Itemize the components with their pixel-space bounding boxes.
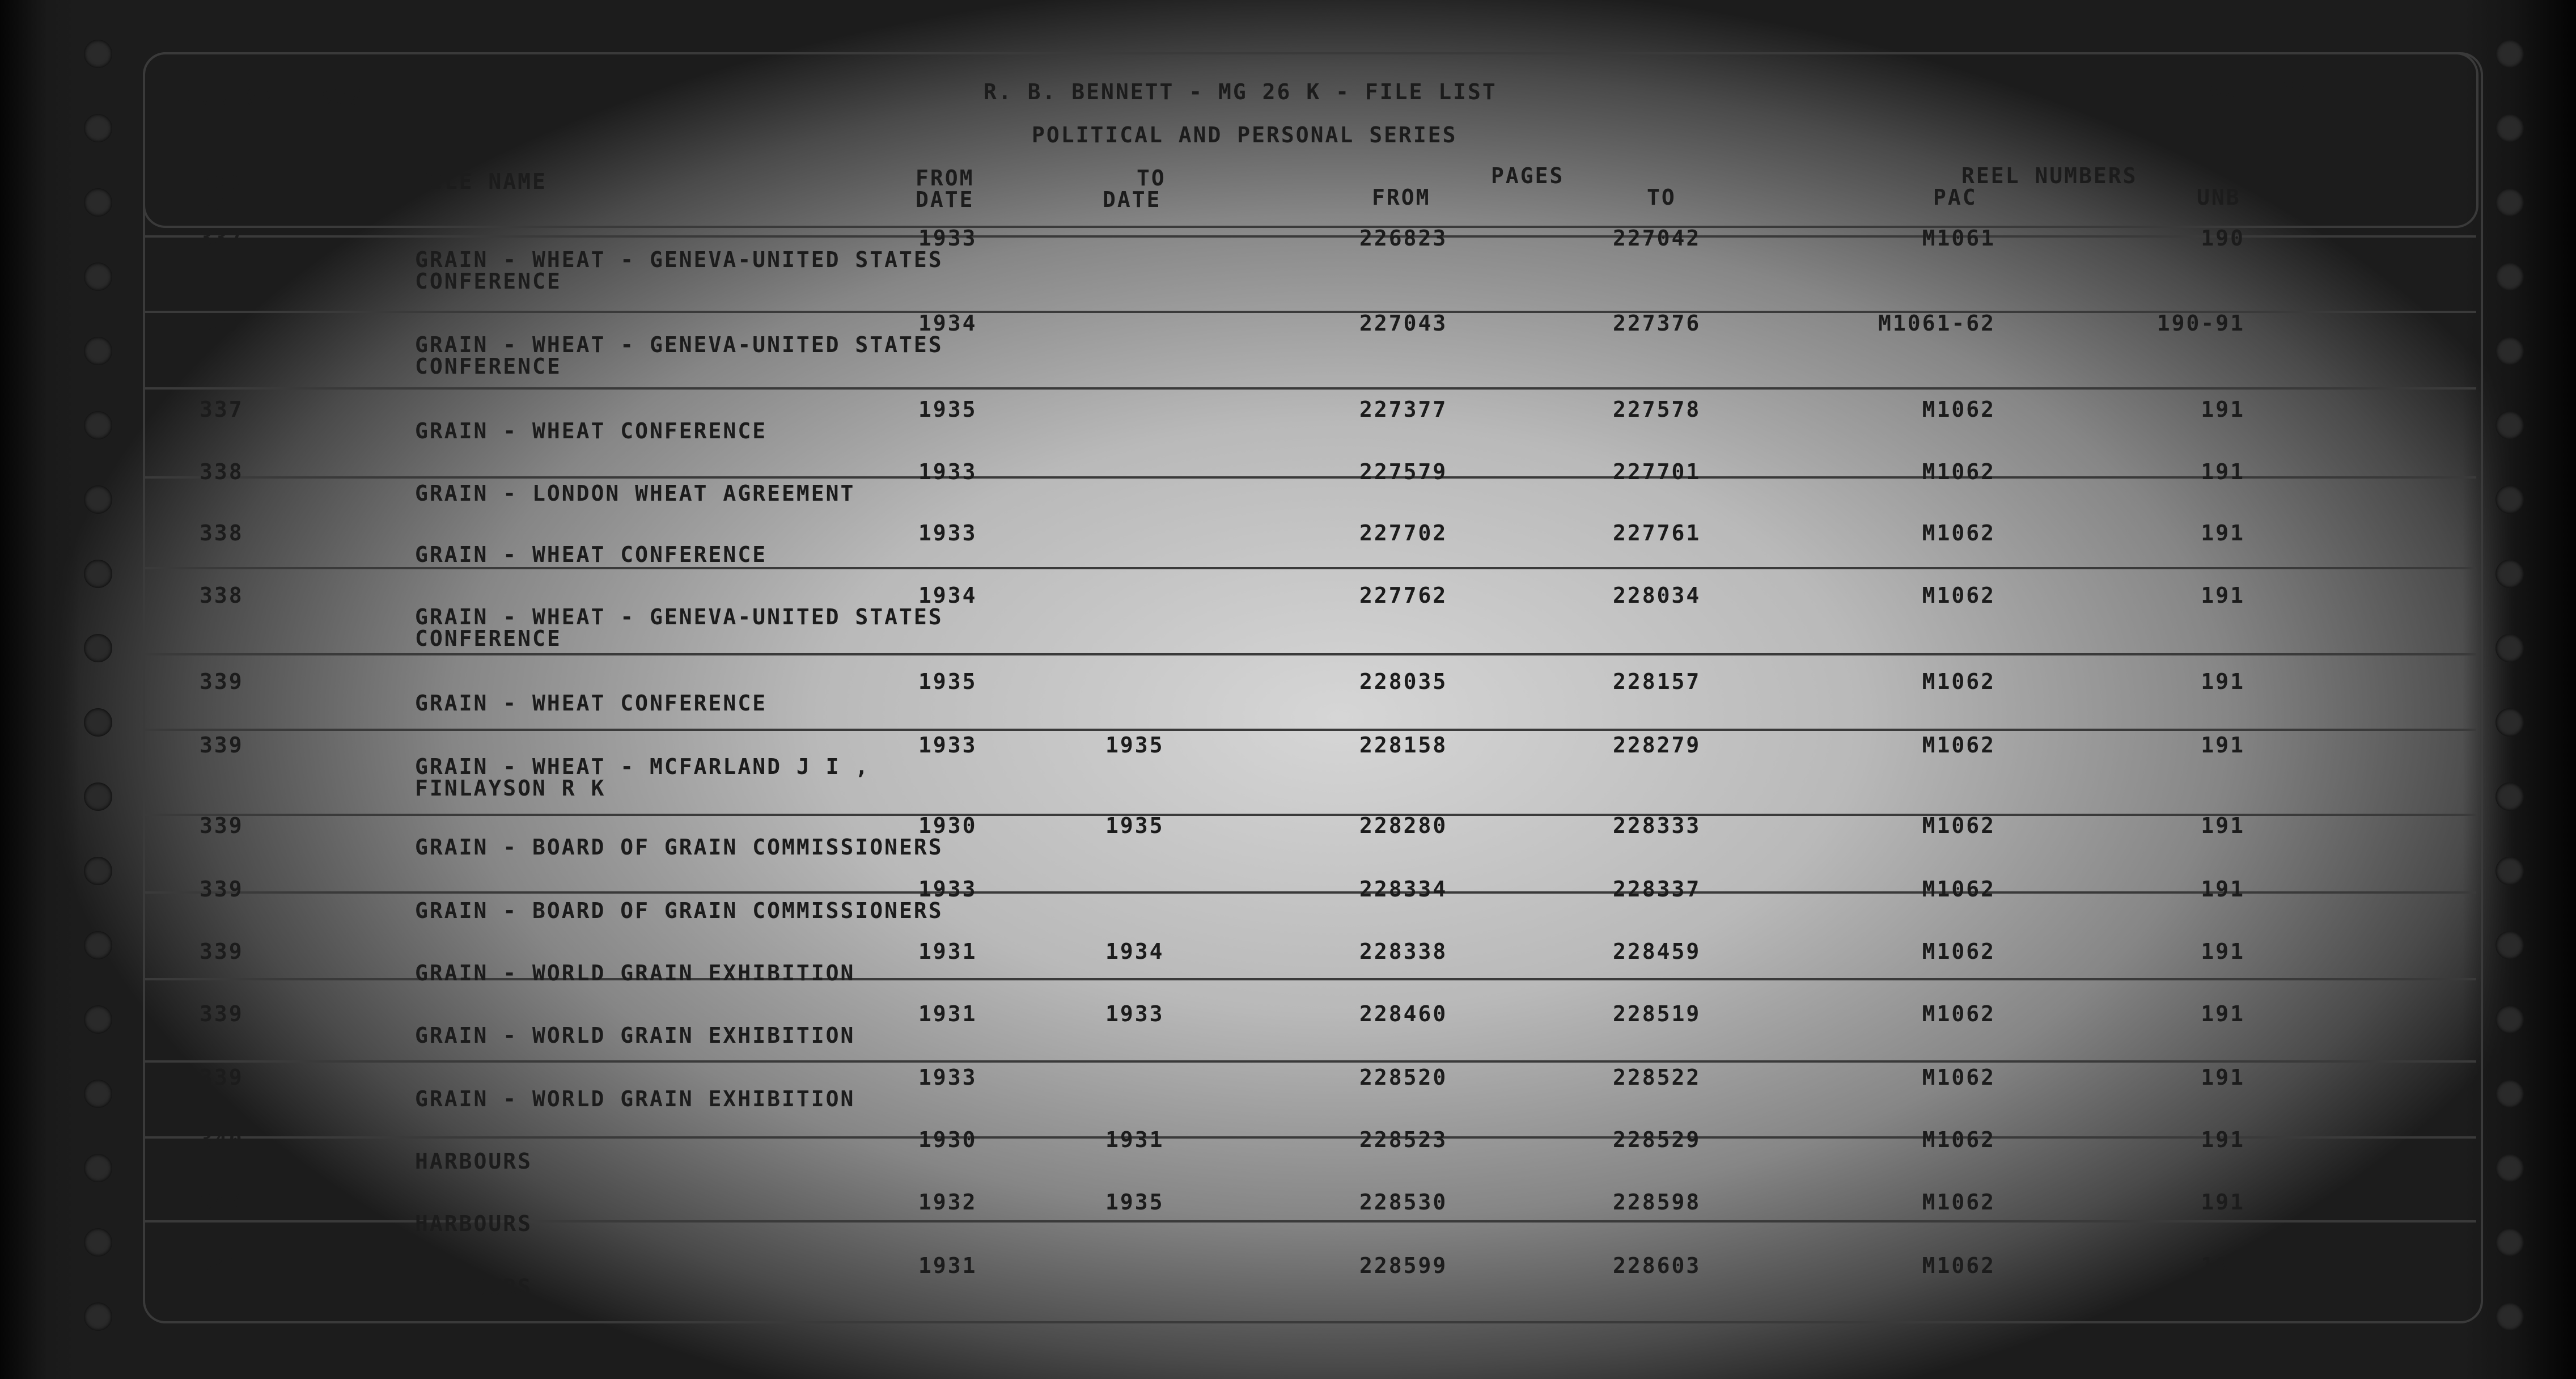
file-name: HARBOURS xyxy=(415,1211,533,1236)
from-date: 1933 xyxy=(918,877,977,902)
from-date: 1931 xyxy=(918,1253,977,1278)
sprocket-hole xyxy=(84,114,112,142)
box-number: 339 xyxy=(200,1001,244,1026)
reel-pac: M1062 xyxy=(1922,397,1995,422)
reel-pac: M1062 xyxy=(1922,669,1995,694)
reel-unb: 190-91 xyxy=(2156,311,2245,336)
box-number: 340 xyxy=(200,1253,244,1278)
reel-unb: 191 xyxy=(2201,521,2245,545)
box-number: 339 xyxy=(200,813,244,838)
sprocket-hole xyxy=(2496,485,2524,514)
file-name: GRAIN - WHEAT CONFERENCE xyxy=(415,418,768,443)
page-to: 227761 xyxy=(1613,521,1701,545)
reel-unb: 191 xyxy=(2201,1127,2245,1152)
to-date: 1935 xyxy=(1105,733,1164,758)
box-number: 337 xyxy=(200,397,244,422)
page-to: 227376 xyxy=(1613,311,1701,336)
reel-unb: 191 xyxy=(2201,397,2245,422)
file-name: GRAIN - WHEAT - GENEVA-UNITED STATES xyxy=(415,604,943,629)
sprocket-hole xyxy=(84,263,112,291)
box-number: 338 xyxy=(200,521,244,545)
page-from: 228280 xyxy=(1359,813,1448,838)
page-from: 228158 xyxy=(1359,733,1448,758)
file-name-continued: CONFERENCE xyxy=(415,626,562,651)
from-date: 1935 xyxy=(918,669,977,694)
reel-unb: 191 xyxy=(2201,1190,2245,1215)
page-to: 228034 xyxy=(1613,583,1701,608)
sprocket-hole xyxy=(84,188,112,217)
page-to: 228519 xyxy=(1613,1001,1701,1026)
sprocket-hole xyxy=(2496,708,2524,737)
sprocket-hole xyxy=(84,931,112,959)
sprocket-hole xyxy=(2496,188,2524,217)
reel-unb: 191 xyxy=(2201,1001,2245,1026)
sprocket-hole xyxy=(84,1154,112,1182)
page-from: 228035 xyxy=(1359,669,1448,694)
reel-unb: 191 xyxy=(2201,877,2245,902)
sprocket-hole xyxy=(84,1080,112,1108)
from-date: 1935 xyxy=(918,397,977,422)
reel-pac: M1062 xyxy=(1922,459,1995,484)
from-date: 1932 xyxy=(918,1190,977,1215)
file-name: GRAIN - WORLD GRAIN EXHIBITION xyxy=(415,961,855,985)
to-date: 1935 xyxy=(1105,813,1164,838)
series-title: POLITICAL AND PERSONAL SERIES xyxy=(1032,122,1458,147)
sprocket-hole xyxy=(84,1228,112,1257)
page-to: 227701 xyxy=(1613,459,1701,484)
page-to: 228603 xyxy=(1613,1253,1701,1278)
reel-unb: 190 xyxy=(2201,226,2245,251)
from-date: 1930 xyxy=(918,1127,977,1152)
page-to: 228333 xyxy=(1613,813,1701,838)
page-from: 228520 xyxy=(1359,1065,1448,1090)
sprocket-hole xyxy=(2496,411,2524,439)
from-date: 1934 xyxy=(918,311,977,336)
sprocket-hole xyxy=(2496,1154,2524,1182)
reel-pac: M1061-62 xyxy=(1878,311,1995,336)
sprocket-hole xyxy=(84,337,112,365)
box-number: 340 xyxy=(200,1127,244,1152)
sprocket-hole xyxy=(84,1005,112,1034)
sprocket-hole xyxy=(2496,634,2524,662)
sprocket-hole xyxy=(2496,1228,2524,1257)
file-name-continued: FINLAYSON R K xyxy=(415,776,606,801)
row-separator xyxy=(145,729,2476,731)
report-date: JUN 02, 1977 xyxy=(187,85,363,110)
page-to: 228279 xyxy=(1613,733,1701,758)
box-number: 339 xyxy=(200,877,244,902)
page-from: 226823 xyxy=(1359,226,1448,251)
sprocket-hole xyxy=(2496,114,2524,142)
file-name-continued: CONFERENCE xyxy=(415,354,562,379)
file-name: HARBOURS xyxy=(415,1149,533,1174)
col-box-label: BOX xyxy=(200,170,244,195)
from-date: 1933 xyxy=(918,1065,977,1090)
page-from: 228334 xyxy=(1359,877,1448,902)
sprocket-hole xyxy=(2496,560,2524,588)
box-number: 339 xyxy=(200,1065,244,1090)
page-from: 227762 xyxy=(1359,583,1448,608)
film-edge-left xyxy=(0,0,79,1379)
page-from: 227043 xyxy=(1359,311,1448,336)
box-number: 339 xyxy=(200,669,244,694)
col-from-date-2: DATE xyxy=(916,187,975,212)
box-number: 337 xyxy=(200,226,244,251)
box-number: 339 xyxy=(200,733,244,758)
page-number: PAGE 187 xyxy=(2194,77,2312,102)
reel-pac: M1062 xyxy=(1922,1001,1995,1026)
sprocket-hole xyxy=(84,1302,112,1331)
box-number: 338 xyxy=(200,583,244,608)
reel-pac: M1062 xyxy=(1922,521,1995,545)
reel-unb: 191 xyxy=(2201,583,2245,608)
col-from-date: FROM xyxy=(916,166,975,191)
page-from: 228530 xyxy=(1359,1190,1448,1215)
sprocket-hole xyxy=(84,560,112,588)
to-date: 1931 xyxy=(1105,1127,1164,1152)
sprocket-hole xyxy=(2496,1005,2524,1034)
from-date: 1931 xyxy=(918,1001,977,1026)
box-number: 337 xyxy=(200,311,244,336)
sprocket-hole xyxy=(2496,263,2524,291)
row-separator xyxy=(145,567,2476,569)
reel-pac: M1062 xyxy=(1922,733,1995,758)
to-date: 1934 xyxy=(1105,939,1164,964)
page-to: 228459 xyxy=(1613,939,1701,964)
box-number: 338 xyxy=(200,459,244,484)
col-unb: UNB xyxy=(2197,185,2241,210)
reel-pac: M1062 xyxy=(1922,1190,1995,1215)
from-date: 1934 xyxy=(918,583,977,608)
from-date: 1933 xyxy=(918,733,977,758)
reel-unb: 191 xyxy=(2201,1065,2245,1090)
page-to: 228529 xyxy=(1613,1127,1701,1152)
page-from: 228460 xyxy=(1359,1001,1448,1026)
file-name: GRAIN - WHEAT CONFERENCE xyxy=(415,542,768,567)
col-pages-to: TO xyxy=(1647,185,1676,210)
sprocket-hole xyxy=(84,485,112,514)
from-date: 1933 xyxy=(918,226,977,251)
file-name: HARBOURS xyxy=(415,1275,533,1300)
col-pages: PAGES xyxy=(1491,163,1565,188)
reel-unb: 191 xyxy=(2201,733,2245,758)
from-date: 1933 xyxy=(918,459,977,484)
report-title: R. B. BENNETT - MG 26 K - FILE LIST xyxy=(984,79,1497,104)
file-name: GRAIN - WORLD GRAIN EXHIBITION xyxy=(415,1023,855,1048)
sprocket-hole xyxy=(84,857,112,885)
file-name: GRAIN - WHEAT CONFERENCE xyxy=(415,691,768,716)
sprocket-hole xyxy=(84,708,112,737)
page-to: 228522 xyxy=(1613,1065,1701,1090)
to-date: 1935 xyxy=(1105,1190,1164,1215)
page-to: 228157 xyxy=(1613,669,1701,694)
sprocket-hole xyxy=(84,411,112,439)
reel-pac: M1062 xyxy=(1922,813,1995,838)
page-from: 228599 xyxy=(1359,1253,1448,1278)
reel-pac: M1062 xyxy=(1922,583,1995,608)
file-name-continued: CONFERENCE xyxy=(415,269,562,294)
sprocket-hole xyxy=(84,40,112,68)
file-name: GRAIN - WHEAT - GENEVA-UNITED STATES xyxy=(415,332,943,357)
reel-unb: 191 xyxy=(2201,459,2245,484)
page-from: 227579 xyxy=(1359,459,1448,484)
file-name: GRAIN - BOARD OF GRAIN COMMISSIONERS xyxy=(415,835,943,860)
reel-pac: M1062 xyxy=(1922,1253,1995,1278)
page-from: 228338 xyxy=(1359,939,1448,964)
row-separator xyxy=(145,387,2476,390)
box-number: 340 xyxy=(200,1190,244,1215)
sprocket-hole xyxy=(2496,1302,2524,1331)
col-pages-from: FROM xyxy=(1372,185,1431,210)
file-name: GRAIN - BOARD OF GRAIN COMMISSIONERS xyxy=(415,898,943,923)
page-from: 227377 xyxy=(1359,397,1448,422)
file-name: GRAIN - WHEAT - GENEVA-UNITED STATES xyxy=(415,247,943,272)
sprocket-hole xyxy=(84,634,112,662)
sprocket-hole xyxy=(84,782,112,811)
file-name: GRAIN - WHEAT - MCFARLAND J I , xyxy=(415,754,870,779)
reel-unb: 191 xyxy=(2201,1253,2245,1278)
reel-pac: M1061 xyxy=(1922,226,1995,251)
reel-pac: M1062 xyxy=(1922,939,1995,964)
from-date: 1933 xyxy=(918,521,977,545)
reel-unb: 191 xyxy=(2201,669,2245,694)
file-name: GRAIN - LONDON WHEAT AGREEMENT xyxy=(415,481,855,506)
col-file-name: FILE NAME xyxy=(415,169,547,194)
reel-unb: 191 xyxy=(2201,939,2245,964)
reel-pac: M1062 xyxy=(1922,1065,1995,1090)
sprocket-hole xyxy=(2496,857,2524,885)
col-box-label-2: NO xyxy=(200,191,229,215)
to-date: 1933 xyxy=(1105,1001,1164,1026)
col-reel-numbers: REEL NUMBERS xyxy=(1961,163,2138,188)
row-separator xyxy=(145,653,2476,655)
page-from: 227702 xyxy=(1359,521,1448,545)
sprocket-hole xyxy=(2496,931,2524,959)
page-from: 228523 xyxy=(1359,1127,1448,1152)
file-name: GRAIN - WORLD GRAIN EXHIBITION xyxy=(415,1086,855,1111)
reel-pac: M1062 xyxy=(1922,877,1995,902)
sprocket-hole xyxy=(2496,782,2524,811)
page-to: 227042 xyxy=(1613,226,1701,251)
col-to-date-2: DATE xyxy=(1103,187,1162,212)
page-to: 227578 xyxy=(1613,397,1701,422)
sprocket-hole xyxy=(2496,40,2524,68)
from-date: 1930 xyxy=(918,813,977,838)
reel-pac: M1062 xyxy=(1922,1127,1995,1152)
page-to: 228337 xyxy=(1613,877,1701,902)
row-separator xyxy=(145,1060,2476,1063)
col-pac: PAC xyxy=(1933,185,1977,210)
sprocket-hole xyxy=(2496,1080,2524,1108)
col-to-date: TO xyxy=(1137,166,1166,191)
reel-unb: 191 xyxy=(2201,813,2245,838)
box-number: 339 xyxy=(200,939,244,964)
page-to: 228598 xyxy=(1613,1190,1701,1215)
from-date: 1931 xyxy=(918,939,977,964)
sprocket-hole xyxy=(2496,337,2524,365)
